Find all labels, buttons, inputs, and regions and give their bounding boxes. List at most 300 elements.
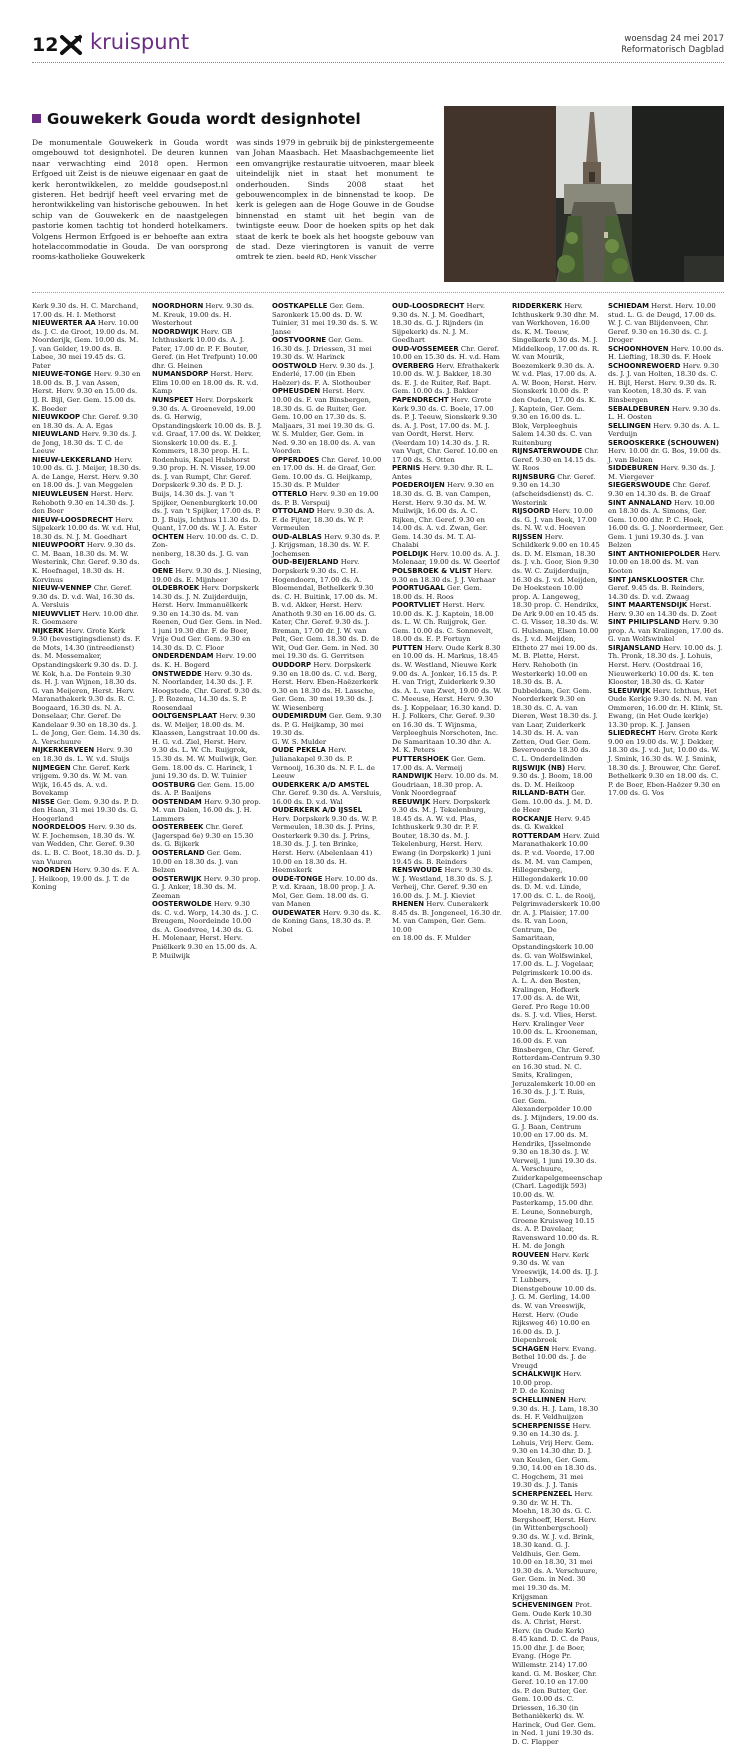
listing-entry xyxy=(152,849,262,875)
service-times: Herv. Grote Kerk 9.30 (bevestigingsdienst) ds. F. de Mots, 14.30 (intreedienst) ds. M. Messemaker, Opstandingskerk 9.30 ds. D. J. W. Kok, h.a. De Fontein 9.30 ds. H. J. van Wijnen, 18.30 ds. G. van Meijeren, Herst. Herv. Maranathakerk 9.30 ds. R. C. Boogaard, 16.30 ds. N. A. Donselaar, Chr. Geref. De Kandelaar 9.30 en 18.30 ds. J. L. de Jong, Ger. Gem. 14.30 ds. A. Verschuure xyxy=(32,626,141,746)
listing-entry xyxy=(272,456,382,490)
place-name: SIRJANSLAND xyxy=(608,643,661,652)
place-name: NIEUWLEUSEN xyxy=(32,490,89,499)
listing-entry xyxy=(272,806,382,874)
listing-entry xyxy=(512,533,600,764)
page-number: 12 xyxy=(32,34,59,56)
listing-entry xyxy=(512,1601,600,1746)
service-times: Herv. 9.30 ds. N. J. M. Goedhart, 18.30 ds. G. J. Rijnders (in Sijpekerk) ds. N. J. M. Goedhart xyxy=(392,302,486,345)
place-name: OPPERDOES xyxy=(272,455,320,464)
section-title: kruispunt xyxy=(90,30,190,54)
listing-entry xyxy=(32,764,142,798)
service-times: Herv. 9.30 ds. L. H. Oosten xyxy=(608,404,721,422)
listing-entry xyxy=(392,601,502,644)
service-times: Herv. 9.30 en 18.30 ds. G. B. van Campen, Herst. Herv. 9.30 ds. M. W. Muilwijk, 16.00 ds. A. C. Rijken, Chr. Geref. 9.30 en 14.00 ds. A. v.d. Zwan, Ger. Gem. 14.30 ds. M. T. Al-Chalabi xyxy=(392,481,494,550)
service-times: Herv. 10.00 en 18.00 ds. M. van Kooten xyxy=(608,549,721,575)
listing-entry xyxy=(392,481,502,549)
church-listing-column-3 xyxy=(272,302,382,1057)
service-times: Chr. Geref. 9.45 ds. B. Reinders, 14.30 ds. D. v.d. Zwaag xyxy=(608,575,705,601)
place-name: SCHERPENZEEL xyxy=(512,1490,573,1499)
listing-entry xyxy=(608,644,724,687)
listing-entry xyxy=(512,764,600,790)
service-times: Chr. Geref. 9.30 en 14.30 ds. B. de Graaf xyxy=(608,481,711,499)
service-times: Prot. Gem. Oude Kerk 10.30 ds. A. Christ, Herst. Herv. (in Oude Kerk) 8.45 kand. D. C. de Paus, 15.00 dhr. J. de Boer, Evang. (Hoge Pr. Willemstr. 214) 17.00 kand. G. M. Bosker, Chr. Geref. 10.10 en 17.00 ds. P. den Butter, Ger. Gem. 10.00 ds. C. Driessen, 16.30 (in Bethaniëkerk) ds. W. Harinck, Oud Ger. Gem. in Ned. 1 juni 19.30 ds. D. C. Flapper xyxy=(512,1601,600,1746)
listing-entry xyxy=(272,533,382,559)
listing-entry xyxy=(152,781,262,798)
listing-entry xyxy=(392,567,502,584)
listing-entry xyxy=(32,516,142,542)
church-listing-column-1 xyxy=(32,302,142,1057)
place-name: SINT ANNALAND xyxy=(608,498,672,507)
service-times: Herv. 10.00 dhr. R. Goemaere xyxy=(32,609,139,627)
listing-entry xyxy=(272,661,382,712)
place-name: RIJNSBURG xyxy=(512,472,555,481)
listing-entry xyxy=(32,610,142,627)
service-times: Herv. 9.30 en 19.00 ds. P. B. Verspuij xyxy=(272,490,379,507)
service-times: Herst. Herv. 9.30 en 14.30 ds. D. Zoet xyxy=(608,601,717,618)
service-times: Ger. Gem. 9.30 ds. P. D. den Haan, 31 mei 19.30 ds. G. Hoogerland xyxy=(32,797,139,823)
headline-square-icon xyxy=(32,114,41,123)
listing-entry xyxy=(152,584,262,652)
service-times: Herv. GB Ichthuskerk 10.00 ds. A. J. Pater, 17.00 dr. P. F. Bouter, Geref. (in Het Trefpunt) 10.00 dhr. G. Heinen xyxy=(152,327,258,370)
service-times: Herv. 9.30 dhr. R. L. Antes xyxy=(392,464,494,481)
listing-entry xyxy=(152,670,262,713)
listing-entry xyxy=(32,541,142,584)
listing-entry xyxy=(152,550,262,567)
place-name: POORTUGAAL xyxy=(392,584,445,593)
service-times: Kerk 9.30 ds. H. C. Marchand, 17.00 ds. H. I. Methorst xyxy=(32,302,139,319)
listing-entry xyxy=(608,481,724,498)
service-times: nenberg, 18.30 ds. J. G. van Goch xyxy=(152,549,249,567)
place-name: SCHOONREWOERD xyxy=(608,361,681,370)
place-name: OOLTGENSPLAAT xyxy=(152,712,218,721)
listing-entry xyxy=(272,362,382,388)
service-times: Chr. Geref. Kerk vrijgem. 9.30 ds. W. M. van Wijk, 16.45 ds. A. v.d. Bovekamp xyxy=(32,763,130,798)
service-times: Herst. Herv. 10.00 ds. K. J. Kaptein, 18.00 ds. L. W. Ch. Ruijgrok, Ger. Gem. 10.00 ds. C. Sonnevelt, 18.00 ds. E. P. Fortuyn xyxy=(392,601,494,644)
service-times: Herv. 9.30 en 18.30 ds. J. J. Verhaar xyxy=(392,566,496,584)
place-name: NIJMEGEN xyxy=(32,763,71,772)
listing-entry xyxy=(512,1387,600,1396)
service-times: Herv. 9.30 prop. A. van Kralingen, 17.00 ds. G. van Wolfswinkel xyxy=(608,618,724,644)
place-name: OUD-BEIJERLAND xyxy=(272,558,339,567)
service-times: Ger. Gem. 15.00 ds. A. P. Baaijens xyxy=(152,780,255,798)
section-divider xyxy=(32,292,724,293)
listing-entry xyxy=(152,567,262,584)
place-name: RIJSWIJK (NB) xyxy=(512,763,566,772)
service-times: Herv. Dorpskerk 9.30 en 18.00 ds. C. v.d. Berg, Herst. Herv. Eben-Haëzerkerk 9.30 en 18.30 ds. H. Lassche, Ger. Gem. 30 mei 19.30 ds. J. W. Wiesenberg xyxy=(272,660,379,712)
listing-entry xyxy=(152,328,262,371)
place-name: NIEUW-LOOSDRECHT xyxy=(32,515,113,524)
place-name: OUDERKERK A/D IJSSEL xyxy=(272,806,363,815)
article-photo xyxy=(444,106,724,282)
service-times: Herv. Evang. Bethel 10.00 ds. J. de Vreugd xyxy=(512,1344,597,1370)
service-times: Herv. 9.30 ds. J. Boom, 18.00 ds. D. M. Heikoop xyxy=(512,763,593,789)
place-name: SCHOONHOVEN xyxy=(608,344,669,353)
service-times: Herv. 10.00 ds. P. v.d. Kraan, 18.00 prop. J. A. Mol, Ger. Gem. 18.00 ds. G. van Manen xyxy=(272,874,378,909)
place-name: OOSTERBEEK xyxy=(152,823,204,832)
listing-entry xyxy=(32,627,142,747)
service-times: Herv. Dorpskerk 9.30 ds. A. Groeneveld, 19.00 ds. G. Herwig, Opstandingskerk 10.00 ds. B. J. v.d. Graaf, 17.00 ds. W. Dekker, Sionskerk 10.00 ds. E. J. Kommers, 18.30 prop. H. L. Rodenhuis, Kapel Hulshorst 9.30 prop. H. N. Visser, 19.00 ds. J. van Rumpt, Chr. Geref. Dorpskerk 9.30 ds. P. D. J. Buijs, 14.30 ds. J. van 't Spijker, Oenenburgkerk 10.00 ds. J. van 't Spijker, 17.00 ds. P. D. J. Buijs, Ichthus 11.30 ds. D. Quant, 17.00 ds. W. J. A. Ester xyxy=(152,396,262,533)
service-times: Herv. 10.00 ds. A. J. Molenaar, 19.00 ds. W. Geerlof xyxy=(392,549,500,567)
photo-credit: beeld RD, Henk Visscher xyxy=(296,253,377,262)
service-times: Herv. 9.30 ds. J. M. Viergever xyxy=(608,464,716,481)
place-name: ROCKANJE xyxy=(512,814,552,823)
issue-date: woensdag 24 mei 2017 xyxy=(624,34,724,44)
place-name: RIDDERKERK xyxy=(512,302,563,310)
place-name: NOORDELOOS xyxy=(32,823,87,832)
service-times: Herv. 10.00 prop. xyxy=(512,1370,582,1387)
place-name: SINT ANTHONIEPOLDER xyxy=(608,549,700,558)
place-name: POEDEROIJEN xyxy=(392,481,445,490)
place-name: OUDDORP xyxy=(272,660,312,669)
listing-entry xyxy=(392,755,502,772)
church-listing-column-5 xyxy=(512,302,603,1746)
listing-entry xyxy=(392,866,502,900)
place-name: REEUWIJK xyxy=(392,797,431,806)
listing-entry xyxy=(152,875,262,901)
crossroads-logo-icon xyxy=(60,34,82,56)
place-name: OUDEWATER xyxy=(272,908,321,917)
place-name: SLIEDRECHT xyxy=(608,729,656,738)
place-name: POLSBROEK & VLIST xyxy=(392,566,472,575)
listing-entry xyxy=(392,302,502,345)
place-name: OUD-VOSSEMEER xyxy=(392,344,459,353)
listing-entry xyxy=(272,875,382,909)
listing-entry xyxy=(392,644,502,755)
listing-entry xyxy=(272,738,382,747)
place-name: NOORDEN xyxy=(32,866,71,875)
service-times: Herv. 10.00 ds. G. J. Meijer, 18.30 ds. A. de Lange, Herst. Herv. 9.30 en 18.00 ds. J. van Meggelen xyxy=(32,455,142,490)
listing-entry xyxy=(152,533,262,550)
service-times: Herv. Sijpekerk 10.00 ds. W. v.d. Hul, 18.30 ds. N. J. M. Goedhart xyxy=(32,515,141,541)
service-times: Herv. 9.30 prop. G. J. Anker, 18.30 ds. M. Zeeman xyxy=(152,874,261,900)
place-name: NISSE xyxy=(32,797,55,806)
place-name: NIJKERK xyxy=(32,626,64,635)
service-times: Herv. 9.30 ds. A. L. Verduijn xyxy=(608,421,720,439)
place-name: SELLINGEN xyxy=(608,421,651,430)
place-name: NIEUWE-TONGE xyxy=(32,370,92,379)
place-name: PUTTERSHOEK xyxy=(392,754,449,763)
service-times: Herv. Dorpskerk 9.30 ds. C. H. Hogendoorn, 17.00 ds. A. Bloemendal, Bethelkerk 9.30 ds. C. H. Buitink, 17.00 ds. M. B. v.d. Akker, Herst. Herv. Anathoth 9.30 en 16.00 ds. G. Kater, Chr. Geref. 9.30 ds. J. Breman, 17.00 dr. J. W. van Pelt, Ger. Gem. 18.30 ds. D. de Wit, Oud Ger. Gem. in Ned. 30 mei 19.30 ds. G. Gerritsen xyxy=(272,558,380,661)
service-times: Herv. 9.30 ds. C. v.d. Worp, 14.30 ds. J. C. Breugem, Noordeinde 10.00 ds. A. Goedvree, 14.30 ds. G. H. Molenaar, Herst. Herv. Pniëlkerk 9.30 en 15.00 ds. A. P. Muilwijk xyxy=(152,900,259,960)
service-times: Chr. Geref. 10.00 en 17.00 ds. H. de Graaf, Ger. Gem. 10.00 ds. G. Heijkamp, 15.30 ds. P. Mulder xyxy=(272,455,382,490)
listing-entry xyxy=(392,934,502,943)
place-name: RIJNSATERWOUDE xyxy=(512,447,583,456)
place-name: PAPENDRECHT xyxy=(392,396,449,405)
place-name: OUDE PEKELA xyxy=(272,746,326,755)
article-column-1: De monumentale Gouwekerk in Gouda wordt omgebouwd tot designhotel. De deuren kunnen naar verwachting eind 2018 open. Hermon Erfgoed uit Zeist is de nieuwe eigenaar en gaat de kerk herontwikkelen, zo meldde goudsepost.nl gisteren. Het bedrijf heeft veel ervaring met de herontwikkeling van historische gebouwen. In het schip van de Gouwekerk en de naastgelegen pastorie komen tachtig tot honderd hotelkamers. Volgens Hermon Erfgoed is er behoefte aan extra hotelaccommodatie in Gouda. De van oorsprong rooms-katholieke Gouwekerk xyxy=(32,138,228,262)
article-headline: Gouwekerk Gouda wordt designhotel xyxy=(32,110,361,128)
place-name: NIEUW-VENNEP xyxy=(32,584,92,593)
listing-entry xyxy=(512,1251,600,1345)
listing-entry xyxy=(392,798,502,866)
listing-entry xyxy=(272,387,382,455)
service-times: Herst. Herv. 10.00 stud. L. G. de Deugd, 17.00 ds. W. J. C. van Blijdenveen, Chr. Geref. 9.30 en 16.30 ds. C. J. Droger xyxy=(608,302,717,345)
service-times: Herv. 9.30 ds. C. M. Baan, 18.30 ds. M. W. Westerink, Chr. Geref. 9.30 ds. K. Hoefnagel, 18.30 ds. H. Korvinus xyxy=(32,541,140,584)
listing-entry xyxy=(608,601,724,618)
service-times: Herv. 9.30 ds. W. J. Westland, 18.30 ds. S. J. Verheij, Chr. Geref. 9.30 en 16.00 ds. J. M. J. Kieviet xyxy=(392,866,493,900)
listing-entry xyxy=(152,900,262,960)
service-times: Herst. Herv. 10.00 ds. F. van Binsbergen, 18.30 ds. G. de Ruiter, Ger. Gem. 10.00 en 17.30 ds. S. Maljaars, 31 mei 19.30 ds. G. W. S. Mulder, Ger. Gem. in Ned. 9.30 en 18.00 ds. A. van Voorden xyxy=(272,387,376,456)
listing-entry xyxy=(272,336,382,362)
place-name: NIEUWPOORT xyxy=(32,541,85,550)
place-name: OOSTENDAM xyxy=(152,797,202,806)
place-name: OOSTERWOLDE xyxy=(152,900,212,909)
listing-entry xyxy=(272,746,382,780)
place-name: OCHTEN xyxy=(152,532,184,541)
listing-entry xyxy=(32,584,142,610)
service-times: Herv. Dorpskerk 14.30 ds. J. N. Zuijderduijn, Herst. Herv. Immanuëlkerk 9.30 en 14.30 ds. M. van Reenen, Oud Ger. Gem. in Ned. 1 juni 19.30 dhr. F. de Boer, Vrije Oud Ger. Gem. 9.30 en 14.30 ds. D. C. Floor xyxy=(152,584,262,652)
church-listing-column-4 xyxy=(392,302,502,1057)
service-times: Herv. Ichthus, Het Oude Kerkje 9.30 ds. N. M. van Ommeren, 16.00 dr. H. Klink, St. Ewang, (in Het Oude kerkje) 13.30 prop. K. J. Jansen xyxy=(608,686,723,729)
place-name: NOORDWIJK xyxy=(152,327,199,336)
listing-entry xyxy=(512,302,600,447)
church-listing-column-2 xyxy=(152,302,262,1057)
publication-name: Reformatorisch Dagblad xyxy=(621,45,724,55)
service-times: Herv. 10.00 ds. J. C. de Groot, 19.00 ds. M. Noorderijk, Gem. 10.00 ds. M. J. van Gelder, 19.00 ds. B. Labee, 30 mei 19.45 ds. G. Pater xyxy=(32,319,139,370)
place-name: NIEUWVLIET xyxy=(32,609,80,618)
place-name: SIEGERSWOUDE xyxy=(608,481,671,490)
place-name: NIEUWERTER AA xyxy=(32,319,96,328)
listing-entry xyxy=(152,370,262,396)
place-name: OTTERLO xyxy=(272,490,308,499)
service-times: Ger. Gem. 10.00 en 18.30 ds. J. van Belzen xyxy=(152,849,242,875)
service-times: Herv. Dorpskerk 9.30 ds. M. J. Tekelenburg, 18.45 ds. A. W. v.d. Plas, Ichthuskerk 9.30 dr. P. F. Bouter, 18.30 ds. M. J. Tekelenburg, Herst. Herv. Ewang (in Dorpskerk) 1 juni 19.45 ds. B. Reinders xyxy=(392,797,491,866)
place-name: OOSTBURG xyxy=(152,780,196,789)
service-times: Herv. Ichthuskerk 9.30 dhr. M. van Werkhoven, 16.00 ds. K. M. Teeuw, Singelkerk 9.30 ds. M. J. Middelkoop, 17.00 ds. R. W. van Mourik, Boezemkerk 9.30 ds. A. W. v.d. Plas, 17.00 ds. A. A. W. Boon, Herst. Herv. Sionskerk 10.00 ds. P. den Ouden, 17.00 ds. K. J. Kaptein, Ger. Gem. 9.30 en 16.00 ds. L. Blok, Verpleeghuis Salem 14.30 ds. C. van Ruitenburg xyxy=(512,302,600,447)
place-name: OUDEMIRDUM xyxy=(272,712,327,721)
service-times: Herv. Kerk 9.30 ds. W. van Vreeswijk, 14.00 ds. IJ. J. T. Lubbers, Dienstgebouw 10.00 ds. J. G. M. Gerling, 14.00 ds. W. van Vreeswijk, Herst. Herv. (Oude Rijksweg 46) 10.00 en 16.00 ds. D. J. Diepenbroek xyxy=(512,1250,599,1345)
service-times: Herv. Schildkerk 9.00 en 10.45 ds. D. M. Elsman, 18.30 ds. J. v.h. Goor, Sion 9.30 ds. W. C. Zuijderduijn, 16.30 ds. J. v.d. Meijden, De Hoeksteen 10.00 prop. A. Langeweg, 18.30 prop. C. Hendrikx, De Ark 9.00 en 10.45 ds. C. G. Visser, 18.30 ds. W. G. Hulsman, Elsen 10.00 ds. J. v.d. Meijden, Eltheto 27 mei 19.00 ds. M. B. Plette, Herst. Herv. Rehoboth (in Westerkerk) 10.00 en 18.30 ds. B. A. Dubbeldam, Ger. Gem. Noorderkerk 9.30 en 18.30 ds. C. A. van Dieren, West 18.30 ds. J. van Laar, Zuiderkerk 14.30 ds. H. A. van Zetten, Oud Ger. Gem. Bevervoorde 18.30 ds. C. L. Onderdelinden xyxy=(512,532,600,763)
service-times: P. D. de Koning xyxy=(512,1387,565,1396)
service-times: Ger. Gem. 10.00 ds. J. M. D. de Heer xyxy=(512,789,593,815)
listing-entry xyxy=(512,789,600,815)
place-name: OOSTERWIJK xyxy=(152,874,202,883)
service-times: Ger. Gem. Saronkerk 15.00 ds. D. W. Tuinier, 31 mei 19.30 ds. S. W. Janse xyxy=(272,302,379,336)
place-name: NUMANSDORP xyxy=(152,370,209,379)
place-name: SCHALKWIJK xyxy=(512,1370,561,1379)
listing-entry xyxy=(512,473,600,507)
service-times: Herv. 10.00 ds. H. Liefting, 18.30 ds. F. Hoek xyxy=(608,344,724,362)
service-times: Herv. 9.30 ds. F. A. J. Heikoop, 19.00 ds. J. T. de Koning xyxy=(32,866,140,892)
place-name: SCHEVENINGEN xyxy=(512,1601,573,1610)
place-name: OUD-LOOSDRECHT xyxy=(392,302,465,310)
service-times: Herv. Julianakapel 9.30 ds. P. Vernooij, 16.30 ds. N. F. L. de Leeuw xyxy=(272,746,375,781)
service-times: Herv. 9.30 en 18.00 ds. B. J. van Assen, Herst. Herv. 9.30 en 15.00 ds. IJ. R. Bijl, Ger. Gem. 15.00 ds. K. Boeder xyxy=(32,370,141,413)
service-times: Herv. 10.00 ds. J. Th. Pronk, 18.30 ds. J. Lohuis, Herst. Herv. (Oostdraai 16, Nieuwerkerk) 10.00 ds. K. ten Klooster, 18.30 ds. G. Kater xyxy=(608,643,723,687)
service-times: Herv. 10.00 dr. G. Bos, 19.00 ds. J. van Belzen xyxy=(608,447,721,464)
service-times: Herv. 9.30 dr. W. H. Th. Moehn, 18.30 ds. G. C. Bergshoeff, Herst. Herv. (in Wittenbergschool) 9.30 ds. W. J. v.d. Brink, 18.30 kand. G. J. Veldhuis, Ger. Gem. 10.00 en 18.30, 31 mei 19.30 ds. A. Verschuure, Ger. Gem. in Ned. 30 mei 19.30 ds. M. Krijgsman xyxy=(512,1490,598,1601)
service-times: Herv. 9.30 ds. P. J. Krijgsman, 18.30 ds. W. F. Jochemsen xyxy=(272,532,381,558)
place-name: SINT PHILIPSLAND xyxy=(608,618,680,627)
place-name: OENE xyxy=(152,566,174,575)
service-times: Ger. Gem. 17.00 ds. A. Vermeij xyxy=(392,754,486,772)
listing-entry xyxy=(392,900,502,934)
place-name: SCHAGEN xyxy=(512,1344,550,1353)
listing-entry xyxy=(32,866,142,892)
place-name: PUTTEN xyxy=(392,643,423,652)
place-name: OLDEBROEK xyxy=(152,584,200,593)
service-times: Chr. Geref. 9.30 ds. D. v.d. Wal, 16.30 ds. A. Versluis xyxy=(32,584,135,610)
listing-entry xyxy=(608,362,724,405)
place-name: NIEUWKOOP xyxy=(32,413,81,422)
listing-entry xyxy=(32,456,142,490)
listing-entry xyxy=(152,652,262,669)
place-name: SINT MAARTENSDIJK xyxy=(608,601,688,610)
listing-entry xyxy=(608,464,724,481)
service-times: Herv. 9.30 en 18.30 ds. L. W. v.d. Sluijs xyxy=(32,746,133,763)
service-times: Herv. 9.45 ds. G. Kwakkel xyxy=(512,814,591,832)
place-name: OTTOLAND xyxy=(272,507,315,516)
listing-entry xyxy=(152,396,262,533)
service-times: Chr. Geref. 9.30 en 14.15 ds. W. Roos xyxy=(512,447,599,473)
place-name: OPHEUSDEN xyxy=(272,387,321,396)
place-name: NUNSPEET xyxy=(152,396,194,405)
article-column-2-text: was sinds 1979 in gebruik bij de pinkstergemeente van Johan Maasbach. Het Maasbachgemeente liet een omvangrijke restauratie uitvoeren, maar bleek uiteindelijk niet in staat het monument te onderhouden. Sinds 2008 staat het gebouwencomplex in de binnenstad te koop. De kerk is gelegen aan de Hoge Gouwe in de Goudse binnenstad en stamt uit het begin van de twintigste eeuw. Door de hoeken spits op het dak staat de kerk te boek als het hoogste gebouw van de stad. Deze vieringtoren is vanuit de verre omtrek te zien. xyxy=(236,138,434,262)
place-name: RANDWIJK xyxy=(392,772,433,781)
service-times: Herv. 9.30 en 14.30 ds. J. Lohuis, Vrij Herv. Gem. 9.30 en 14.30 dhr. D. J. van Keulen, Ger. Gem. 9.30, 14.00 en 18.30 ds. C. Hogchem, 31 mei 19.30 ds. J. J. Tanis xyxy=(512,1421,597,1490)
service-times: Ger. Gem. 9.30 ds. P. G. Heijkamp, 30 mei 19.30 ds. xyxy=(272,712,382,738)
place-name: ROUVEEN xyxy=(512,1250,550,1259)
listing-entry xyxy=(272,909,382,935)
place-name: SIDDEBUREN xyxy=(608,464,659,473)
listing-entry xyxy=(608,618,724,644)
listing-entry xyxy=(272,712,382,738)
place-name: OOSTWOLD xyxy=(272,361,317,370)
header-rule xyxy=(32,62,724,63)
listing-entry xyxy=(608,302,724,345)
service-times: Herv. 10.00 ds. G. J. van Beek, 17.00 ds. N. W. v.d. Hoeven xyxy=(512,507,597,533)
listing-entry xyxy=(32,490,142,516)
service-times: Herv. 9.30 ds. N. Noorlander, 14.30 ds. J. F. Hoogstede, Chr. Geref. 9.30 ds. J. P. Rozema, 14.30 ds. S. P. Roosendaal xyxy=(152,669,262,712)
listing-entry xyxy=(608,405,724,422)
service-times: Herv. 9.30 ds. W. Meijer, 18.00 ds. M. Klaassen, Langstraat 10.00 ds. H. G. v.d. Ziel, Herst. Herv. 9.30 ds. L. W. Ch. Ruijgrok, 15.30 ds. M. W. Muilwijk, Ger. Gem. 18.00 ds. C. Harinck, 1 juni 19.30 ds. D. W. Tuinier xyxy=(152,712,260,781)
service-times: Ger. Gem. 16.30 ds. J. Driessen, 31 mei 19.30 ds. W. Harinck xyxy=(272,336,372,362)
listing-entry xyxy=(32,370,142,413)
listing-entry xyxy=(32,746,142,763)
listing-entry xyxy=(608,550,724,576)
listing-entry xyxy=(152,798,262,824)
service-times: Herv. Grote Kerk 9.30 ds. C. Boele, 17.00 ds. P. J. Teeuw, Sionskerk 9.30 ds. A. J. Post, 17.00 ds. M. J. van Oordt, Herst. Herv. (Veerdam 10) 14.30 ds. J. R. van Vugt, Chr. Geref. 10.00 en 17.00 ds. S. Otten xyxy=(392,396,498,464)
listing-entry xyxy=(392,396,502,464)
service-times: Herst. Herv. Elim 10.00 en 18.00 ds. R. v.d. Kamp xyxy=(152,370,259,396)
service-times: Chr. Geref. 9.30 en 18.30 ds. A. A. Egas xyxy=(32,413,138,430)
place-name: OUDE-TONGE xyxy=(272,874,323,883)
service-times: Chr. Geref. 9.30 en 14.30 (afscheidsdienst) ds. C. Westerink xyxy=(512,472,596,507)
service-times: en 18.00 ds. F. Mulder xyxy=(392,934,471,943)
service-times: Herv. 9.30 ds. J. J. van Holten, 18.30 ds. C. H. Bijl, Herst. Herv. 9.30 ds. R. van Kooten, 18.30 ds. F. van Binsbergen xyxy=(608,361,719,405)
service-times: Herv. Efrathakerk 10.00 ds. W. J. Bakker, 18.30 ds. E. J. de Ruiter, Ref. Bapt. Gem. 10.00 ds. J. Bakker xyxy=(392,361,500,396)
service-times: Herv. 10.00 en 18.30 ds. A. Simons, Ger. Gem. 10.00 dhr. P. C. Hoek, 16.00 ds. G. J. Noordermeer, Ger. Gem. 1 juni 19.30 ds. J. van Belzen xyxy=(608,498,724,550)
listing-entry xyxy=(272,558,382,661)
place-name: ROTTERDAM xyxy=(512,831,561,840)
place-name: NIEUW-LEKKERLAND xyxy=(32,455,112,464)
place-name: OUDERKERK A/D AMSTEL xyxy=(272,780,370,789)
church-alley-image xyxy=(444,106,724,282)
service-times: Herv. 10.00 ds. C. D. Zon- xyxy=(152,532,259,550)
place-name: SCHIEDAM xyxy=(608,302,649,310)
listing-entry xyxy=(512,831,603,1251)
place-name: PERNIS xyxy=(392,464,421,473)
service-times: Herv. 9.30 ds. J. Enderlé, 17.00 (in Eben Haëzer) ds. F. A. Slothouber xyxy=(272,361,375,387)
place-name: POELDIJK xyxy=(392,549,429,558)
listing-entry xyxy=(608,499,724,550)
service-times: Herv. Oude Kerk 8.30 en 10.00 ds. H. Markus, 18.45 ds. W. Westland, Nieuwe Kerk 9.00 ds. A. Jonker, 16.15 ds. P. H. van Trigt, Zuiderkerk 9.30 ds. A. L. van Zwet, 19.00 ds. W. C. Meeuse, Herst. Herv. 9.30 ds. J. Koppelaar, 16.30 kand. D. H. J. Folkers, Chr. Geref. 9.30 en 16.30 ds. T. Wijnsma, Verpleeghuis Norschoten, Inc. De Samaritaan 10.30 dhr. A. M. K. Peters xyxy=(392,643,502,755)
place-name: NIEUWLAND xyxy=(32,430,80,439)
place-name: RENSWOUDE xyxy=(392,866,443,875)
place-name: RIJSSEN xyxy=(512,532,543,541)
listing-entry xyxy=(512,1345,600,1371)
listing-entry xyxy=(512,815,600,832)
listing-entry xyxy=(392,464,502,481)
service-times: Herv. Zuid Maranathakerk 10.00 ds. P. v.d. Voorde, 17.00 ds. M. M. van Campen, Hillegersberg, Hillegondakerk 10.00 ds. D. M. v.d. Linde, 17.00 ds. C. L. de Rooij, Pelgrimvaderskerk 10.00 dr. A. J. Plaisier, 17.00 ds. R. van Loon, Centrum, De Samaritaan, Opstandingskerk 10.00 ds. G. van Wolfswinkel, 17.00 ds. L. J. Vogelaar, Pelgrimskerk 10.00 ds. A. L. A. den Besten, Kralingen, Hofkerk 17.00 ds. A. de Wit, Geref. Pro Rege 10.00 ds. S. J. v.d. Vlies, Herst. Herv. Kralinger Veer 10.00 ds. L. Krooneman, 16.00 ds. F. van Binsbergen, Chr. Geref. Rotterdam-Centrum 9.30 en 16.30 stud. N. C. Smits, Kralingen, Jeruzalemkerk 10.00 en 16.30 ds. J. J. T. Ruis, Ger. Gem. Alexanderpolder 10.00 ds. J. Mijnders, 19.00 ds. G. J. Baan, Centrum 10.00 en 17.00 ds. M. Hendriks, IJsselmonde 9.30 en 18.30 ds. J. W. Verweij, 1 juni 19.30 ds. A. Verschuure, Zuiderkapelgemeenschap (Charl. Lagedijk 593) 10.00 ds. W. Pasterkamp, 15.00 dhr. E. Leune, Sonneburgh, Groene Kruisweg 10.15 ds. A. P. Davelaar, Ravensward 10.00 ds. R. H. M. de Jongh xyxy=(512,831,603,1251)
place-name: SEROOSKERKE (SCHOUWEN) xyxy=(608,438,720,447)
listing-entry xyxy=(512,507,600,533)
service-times: Herv. 9.30 ds. M. Kreuk, 19.00 ds. H. Westerhout xyxy=(152,302,254,328)
listing-entry xyxy=(512,1490,600,1601)
listing-entry xyxy=(272,490,382,507)
listing-entry xyxy=(392,772,502,798)
listing-entry xyxy=(392,550,502,567)
place-name: NIJKERKERVEEN xyxy=(32,746,95,755)
listing-entry xyxy=(512,447,600,473)
listing-entry xyxy=(512,1370,600,1387)
listing-entry xyxy=(272,781,382,807)
listing-entry xyxy=(152,823,262,849)
listing-entry xyxy=(608,439,724,465)
church-listing-column-6 xyxy=(608,302,724,1057)
listing-entry xyxy=(392,584,502,601)
service-times: Herv. 19.00 ds. K. H. Bogerd xyxy=(152,652,257,669)
listing-entry xyxy=(608,576,724,602)
listing-entry xyxy=(608,345,724,362)
listing-entry xyxy=(608,729,724,797)
place-name: SEBALDEBUREN xyxy=(608,404,670,413)
listing-entry xyxy=(608,687,724,730)
page-header xyxy=(0,0,738,72)
place-name: SCHERPENISSE xyxy=(512,1421,571,1430)
listing-entry xyxy=(392,362,502,396)
listing-entry xyxy=(32,319,142,370)
service-times: G. W. S. Mulder xyxy=(272,737,327,746)
place-name: OOSTERLAND xyxy=(152,849,205,857)
service-times: Herv. 9.30 ds. A. F. de Fijter, 18.30 ds. W. P. Vermeulen xyxy=(272,507,375,533)
service-times: Ger. Gem. 18.00 ds. H. Roos xyxy=(392,584,482,601)
place-name: RHENEN xyxy=(392,900,425,909)
place-name: OVERBERG xyxy=(392,361,434,370)
service-times: Herv. 9.30 ds. J. de Jong, 18.30 ds. T. C. de Leeuw xyxy=(32,430,137,456)
place-name: RIJSOORD xyxy=(512,507,551,516)
listing-entry xyxy=(152,302,262,328)
service-times: Herv. Cunerakerk 8.45 ds. B. Jongeneel, 16.30 dr. M. van Campen, Ger. Gem. 10.00 xyxy=(392,900,502,934)
listing-entry xyxy=(32,798,142,824)
listing-entry xyxy=(608,422,724,439)
place-name: SCHELLINNEN xyxy=(512,1396,566,1404)
service-times: Herv. Grote Kerk 9.00 en 19.00 ds. W. J. Dekker, 18.30 ds. J. v.d. Jut, 10.00 ds. W. J. Smink, 16.30 ds. W. J. Smink, 18.30 ds. J. Brouwer, Chr. Geref. Bethelkerk 9.30 en 18.00 ds. C. P. de Boer, Eben-Haëzer 9.30 en 17.00 ds. G. Vos xyxy=(608,729,721,798)
place-name: NOORDHORN xyxy=(152,302,204,310)
listing-entry xyxy=(32,413,142,430)
article-column-2 xyxy=(236,138,434,263)
place-name: SLEEUWIJK xyxy=(608,686,651,695)
listing-entry xyxy=(272,507,382,533)
service-times: Chr. Geref. (Jagerspad 6e) 9.30 en 15.30 ds. G. Bijkerk xyxy=(152,823,254,849)
listing-entry xyxy=(512,1422,600,1490)
listing-entry xyxy=(32,302,142,319)
place-name: SINT JANSKLOOSTER xyxy=(608,575,688,584)
place-name: OUD-ALBLAS xyxy=(272,532,322,541)
service-times: Chr. Geref. 10.00 en 15.30 ds. H. v.d. Ham xyxy=(392,344,500,362)
listing-entry xyxy=(32,823,142,866)
